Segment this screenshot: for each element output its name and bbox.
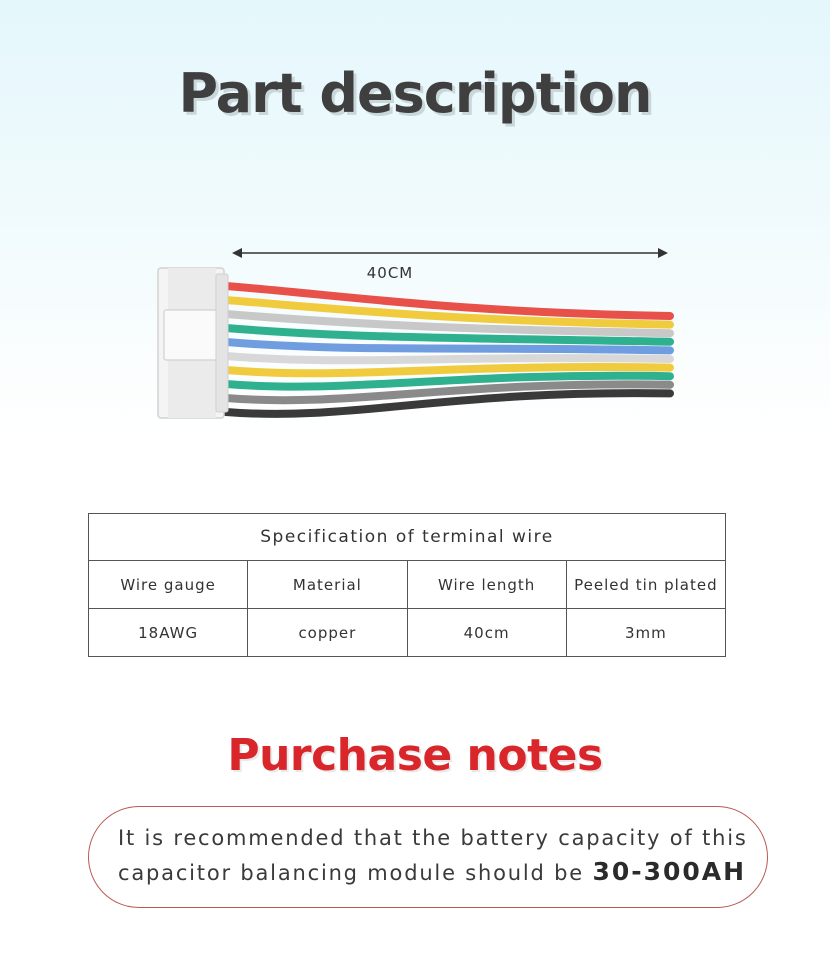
dimension-arrow: [232, 248, 668, 258]
notes-line-1: It is recommended that the battery capacity of this: [118, 826, 748, 850]
notes-line-2: capacitor balancing module should be: [118, 861, 584, 885]
spec-value-wire-length: 40cm: [407, 609, 566, 657]
spec-header-wire-gauge: Wire gauge: [89, 561, 248, 609]
purchase-notes-text: [118, 822, 758, 890]
purchase-notes-title: Purchase notes: [227, 730, 603, 781]
spec-table: [88, 513, 726, 657]
wire-6: [226, 356, 670, 360]
connector-housing: [158, 268, 228, 418]
spec-value-peeled-tin-plated: 3mm: [566, 609, 725, 657]
page-title: Part description: [178, 62, 652, 125]
cable-length-label: 40CM: [366, 264, 414, 282]
spec-header-material: Material: [248, 561, 407, 609]
spec-table-caption: Specification of terminal wire: [89, 514, 726, 561]
notes-capacity-highlight: 30-300AH: [592, 857, 747, 886]
spec-value-material: copper: [248, 609, 407, 657]
spec-header-peeled-tin-plated: Peeled tin plated: [566, 561, 725, 609]
spec-value-wire-gauge: 18AWG: [89, 609, 248, 657]
wires: [226, 286, 670, 414]
wire-1: [226, 286, 670, 316]
spec-header-wire-length: Wire length: [407, 561, 566, 609]
